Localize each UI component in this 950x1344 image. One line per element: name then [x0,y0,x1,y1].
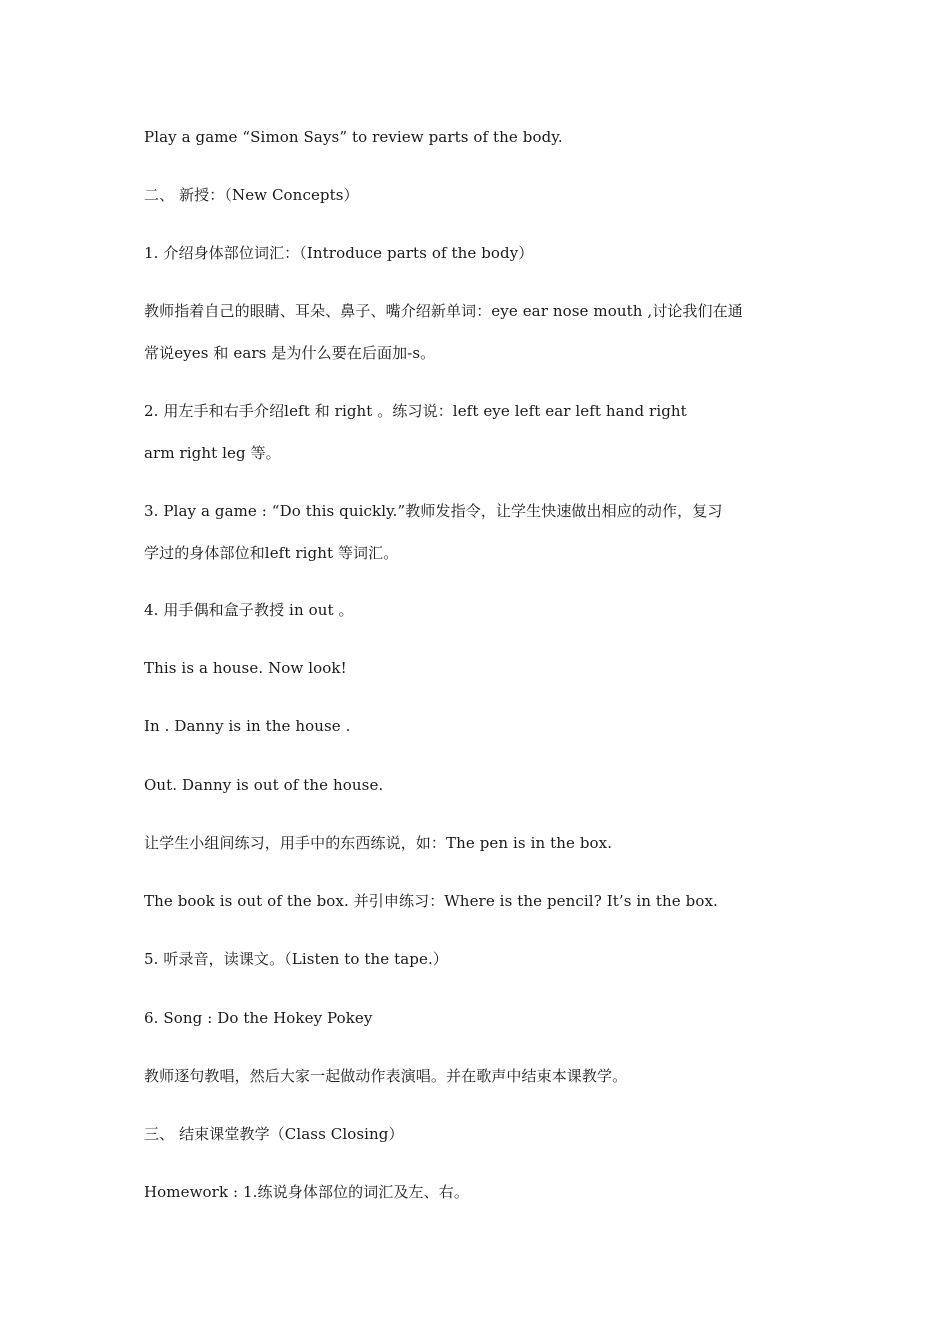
step-1-text-line-1: 教师指着自己的眼睛、耳朵、鼻子、嘴介绍新单词：eye ear nose mouth ,讨论我们在通 [144,302,743,320]
homework-line: Homework : 1.练说身体部位的词汇及左、右。 [144,1183,469,1201]
practice-line-2: The book is out of the box. 并引申练习：Where is the pencil? It’s in the box. [144,892,718,910]
step-2-line-2: arm right leg 等。 [144,444,281,462]
section-heading-class-closing: 三、 结束课堂教学（Class Closing） [144,1125,404,1143]
step-5-heading: 5. 听录音，读课文。（Listen to the tape.） [144,950,448,968]
step-4-heading: 4. 用手偶和盒子教授 in out 。 [144,601,354,619]
dialogue-line-house: This is a house. Now look! [144,659,347,677]
step-1-text-line-2: 常说eyes 和 ears 是为什么要在后面加-s。 [144,344,436,362]
step-3-line-1: 3. Play a game : “Do this quickly.”教师发指令，让学生快速做出相应的动作，复习 [144,502,723,520]
section-heading-new-concepts: 二、 新授：（New Concepts） [144,186,359,204]
intro-game-line: Play a game “Simon Says” to review parts of the body. [144,128,563,146]
step-2-line-1: 2. 用左手和右手介绍left 和 right 。练习说：left eye left ear left hand right [144,402,687,420]
step-6-heading: 6. Song : Do the Hokey Pokey [144,1009,373,1027]
song-instruction-line: 教师逐句教唱，然后大家一起做动作表演唱。并在歌声中结束本课教学。 [144,1067,628,1085]
dialogue-line-out: Out. Danny is out of the house. [144,776,384,794]
step-3-line-2: 学过的身体部位和left right 等词汇。 [144,544,399,562]
step-1-heading: 1. 介绍身体部位词汇：（Introduce parts of the body） [144,244,534,262]
dialogue-line-in: In . Danny is in the house . [144,717,351,735]
practice-line-1: 让学生小组间练习，用手中的东西练说，如：The pen is in the box. [144,834,613,852]
